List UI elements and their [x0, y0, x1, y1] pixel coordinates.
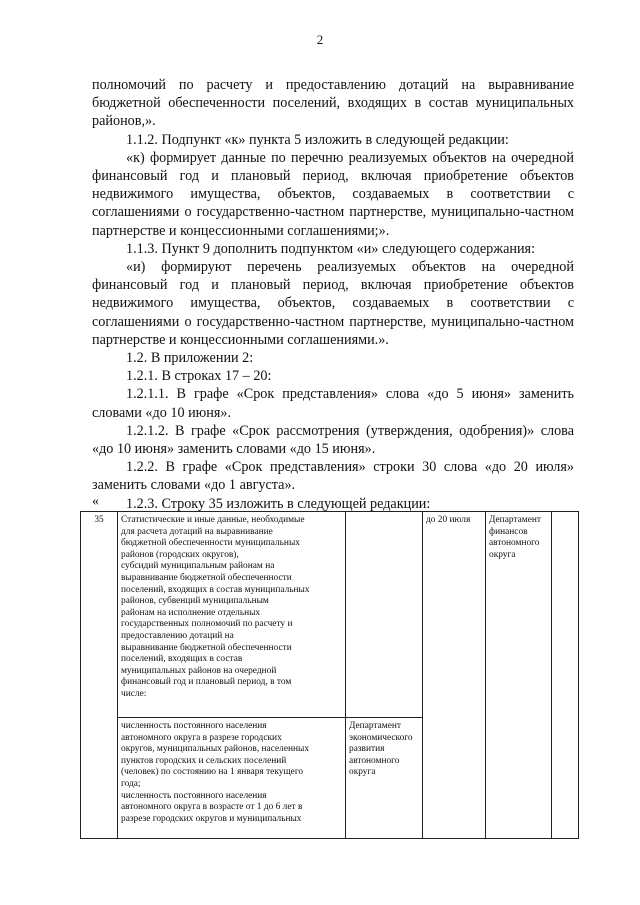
- paragraph-0: полномочий по расчету и предоставлению дотаций на выравнивание бюджетной обеспеченности поселений, входящих в состав муниципальных районов,».: [92, 77, 574, 130]
- deadline-cell: до 20 июля: [423, 512, 486, 839]
- paragraph-10: 1.2.3. Строку 35 изложить в следующей редакции:: [126, 495, 431, 512]
- paragraph-9: 1.2.2. В графе «Срок представления» строки 30 слова «до 20 июля» заменить словами «до 1 августа».: [92, 459, 574, 494]
- responsible-cell: Департамент финансов автономного округа: [486, 512, 552, 839]
- row-number-cell: 35: [81, 512, 118, 839]
- paragraph-1: 1.1.2. Подпункт «к» пункта 5 изложить в следующей редакции:: [126, 131, 509, 148]
- main-description-cell: Статистические и иные данные, необходимые для расчета дотаций на выравнивание бюджетной обеспеченности муниципальных районов (городских округов), субсидий муниципальным районам на выравнивание бюджетной обеспеченности поселений, входящих в состав муниципальных районов, субвенций муниципальным районам на исполнение отдельных государственных полномочий по расчету и предоставлению дотаций на выравнивание бюджетной обеспеченности поселений, входящих в состав муниципальных районов на очередной финансовый год и плановый период, в том числе:: [118, 512, 346, 718]
- notes-cell-empty: [552, 512, 579, 839]
- paragraph-2: «к) формирует данные по перечню реализуемых объектов на очередной финансовый год и плановый период, включая приобретение объектов недвижимого имущества, объектов, создаваемых в соответствии с соглашениями о государственно-частном партнерстве, муниципально-частном партнерстве и концессионными соглашениями;».: [92, 149, 574, 239]
- paragraph-3: 1.1.3. Пункт 9 дополнить подпунктом «и» следующего содержания:: [126, 240, 536, 257]
- paragraph-7: 1.2.1.1. В графе «Срок представления» слова «до 5 июня» заменить словами «до 10 июня».: [92, 386, 574, 421]
- opening-quote: «: [92, 494, 99, 509]
- paragraph-8: 1.2.1.2. В графе «Срок рассмотрения (утверждения, одобрения)» слова «до 10 июня» заменить словами «до 15 июня».: [92, 422, 574, 458]
- table-row: [81, 512, 579, 718]
- amendment-table: [80, 511, 579, 839]
- paragraph-6: 1.2.1. В строках 17 – 20:: [126, 368, 272, 385]
- paragraph-4: «и) формируют перечень реализуемых объектов на очередной финансовый год и плановый период, включая приобретение объектов недвижимого имущества, объектов, создаваемых в соответствии с соглашениями о государственно-частном партнерстве, муниципально-частном партнерстве и концессионными соглашениями.».: [92, 259, 574, 348]
- sub-provider-cell: Департамент экономического развития автономного округа: [346, 718, 423, 839]
- paragraph-5: 1.2. В приложении 2:: [126, 350, 254, 367]
- body-text: [92, 76, 574, 513]
- sub-description-cell: численность постоянного населения автономного округа в разрезе городских округов, муниципальных районов, населенных пунктов городских и сельских поселений (человек) по состоянию на 1 января текущего года; численность постоянного населения автономного округа в возрасте от 1 до 6 лет в разрезе городских округов и муниципальных: [118, 718, 346, 839]
- provider-cell-empty: [346, 512, 423, 718]
- page-number: 2: [316, 32, 324, 47]
